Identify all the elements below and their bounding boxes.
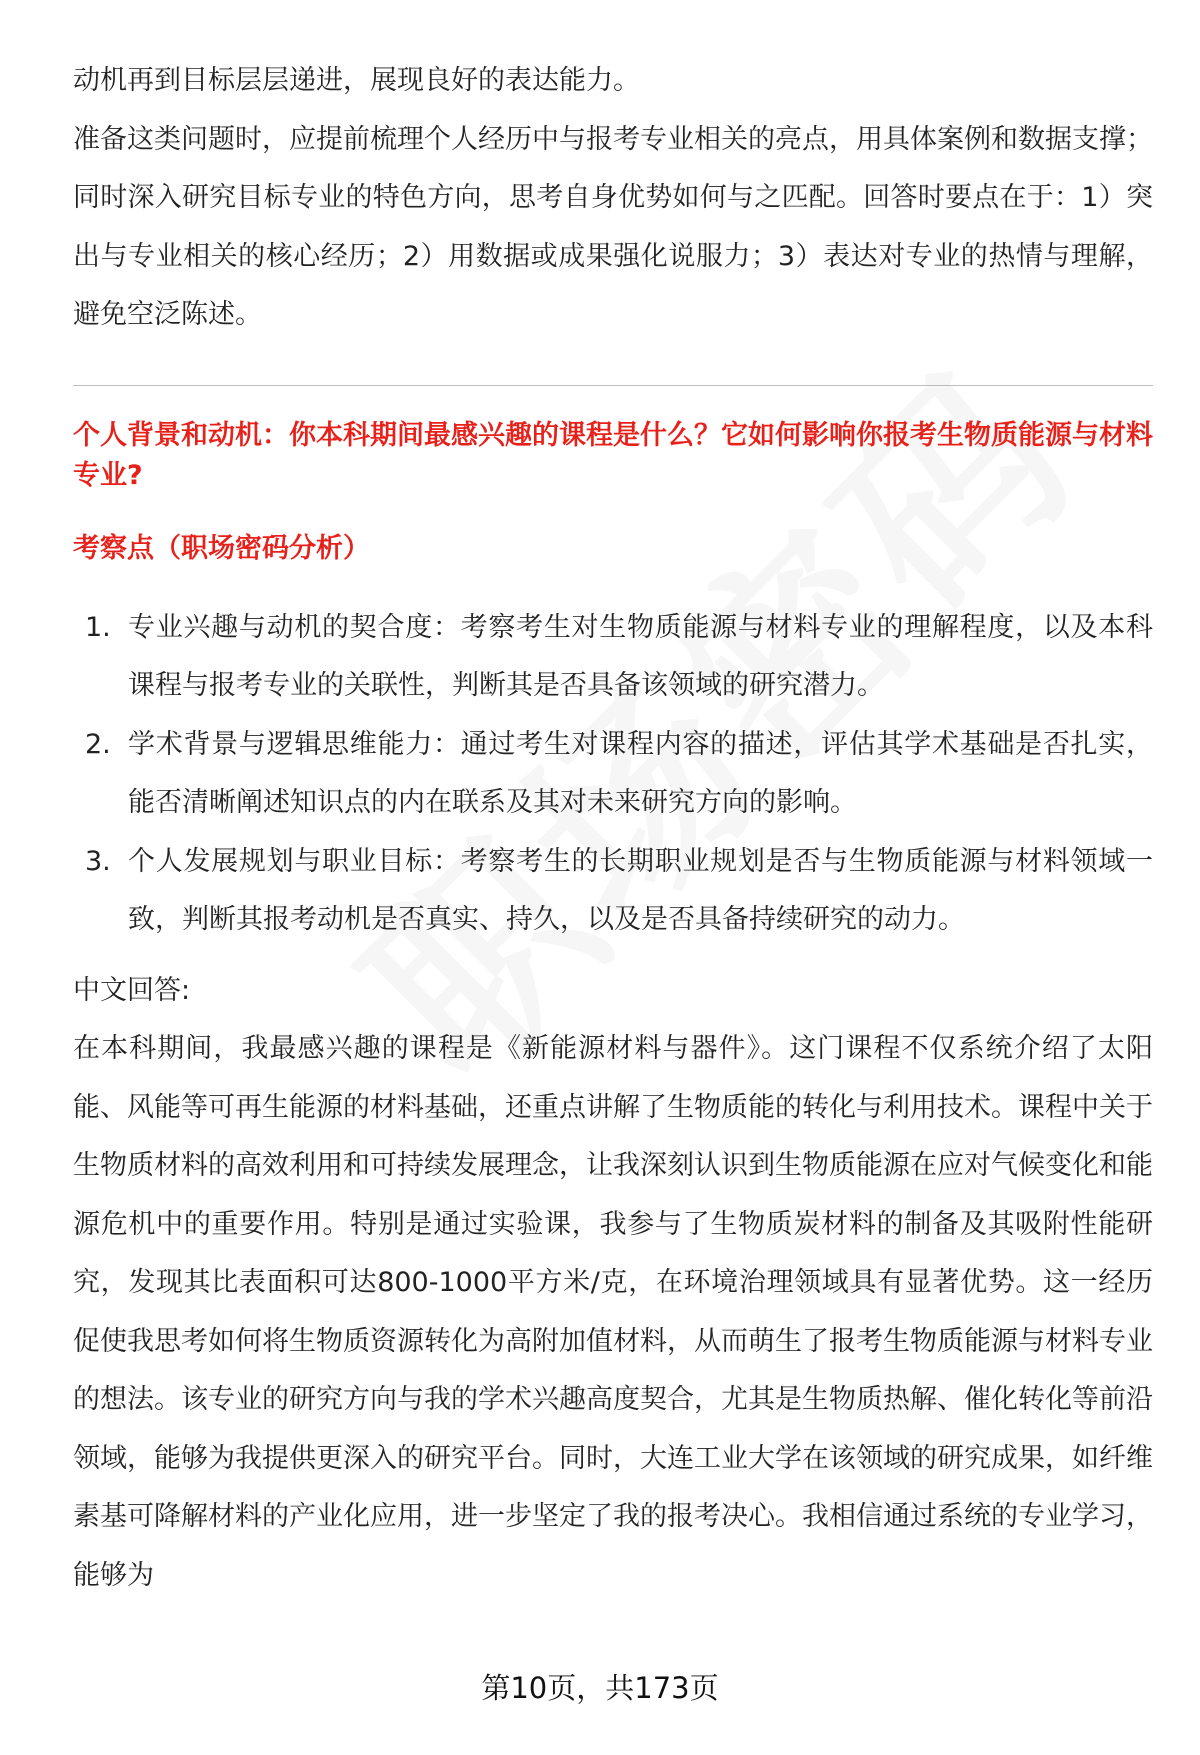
list-item	[73, 716, 1153, 833]
assessment-heading: 考察点（职场密码分析）	[73, 532, 370, 564]
intro-paragraph-2: 准备这类问题时，应提前梳理个人经历中与报考专业相关的亮点，用具体案例和数据支撑；同时深入研究目标专业的特色方向，思考自身优势如何与之匹配。回答时要点在于：1）突出与专业相关的核心经历；2）用数据或成果强化说服力；3）表达对专业的热情与理解，避免空泛陈述。	[73, 123, 1153, 330]
list-item-text: 个人发展规划与职业目标：考察考生的长期职业规划是否与生物质能源与材料领域一致，判断其报考动机是否真实、持久，以及是否具备持续研究的动力。	[128, 845, 1153, 935]
list-number: 2.	[85, 728, 111, 760]
list-item	[73, 833, 1153, 950]
list-item-text: 学术背景与逻辑思维能力：通过考生对课程内容的描述，评估其学术基础是否扎实，能否清晰阐述知识点的内在联系及其对未来研究方向的影响。	[128, 728, 1153, 818]
list-number: 1.	[85, 611, 111, 643]
intro-paragraph-1: 动机再到目标层层递进，展现良好的表达能力。	[73, 65, 640, 96]
list-number: 3.	[85, 845, 111, 877]
list-item-text: 专业兴趣与动机的契合度：考察考生对生物质能源与材料专业的理解程度，以及本科课程与报考专业的关联性，判断其是否具备该领域的研究潜力。	[128, 611, 1153, 701]
page-number: 第10页，共173页	[481, 1671, 719, 1705]
assessment-list	[73, 599, 1153, 950]
list-item	[73, 599, 1153, 716]
document-body	[73, 52, 1153, 1605]
section-divider	[73, 385, 1153, 386]
answer-label: 中文回答:	[73, 974, 191, 1006]
answer-paragraph: 在本科期间，我最感兴趣的课程是《新能源材料与器件》。这门课程不仅系统介绍了太阳能、风能等可再生能源的材料基础，还重点讲解了生物质能的转化与利用技术。课程中关于生物质材料的高效利用和可持续发展理念，让我深刻认识到生物质能源在应对气候变化和能源危机中的重要作用。特别是通过实验课，我参与了生物质炭材料的制备及其吸附性能研究，发现其比表面积可达800-1000平方米/克，在环境治理领域具有显著优势。这一经历促使我思考如何将生物质资源转化为高附加值材料，从而萌生了报考生物质能源与材料专业的想法。该专业的研究方向与我的学术兴趣高度契合，尤其是生物质热解、催化转化等前沿领域，能够为我提供更深入的研究平台。同时，大连工业大学在该领域的研究成果，如纤维素基可降解材料的产业化应用，进一步坚定了我的报考决心。我相信通过系统的专业学习，能够为	[73, 1033, 1153, 1591]
question-heading: 个人背景和动机：你本科期间最感兴趣的课程是什么？它如何影响你报考生物质能源与材料专业?	[73, 419, 1153, 491]
